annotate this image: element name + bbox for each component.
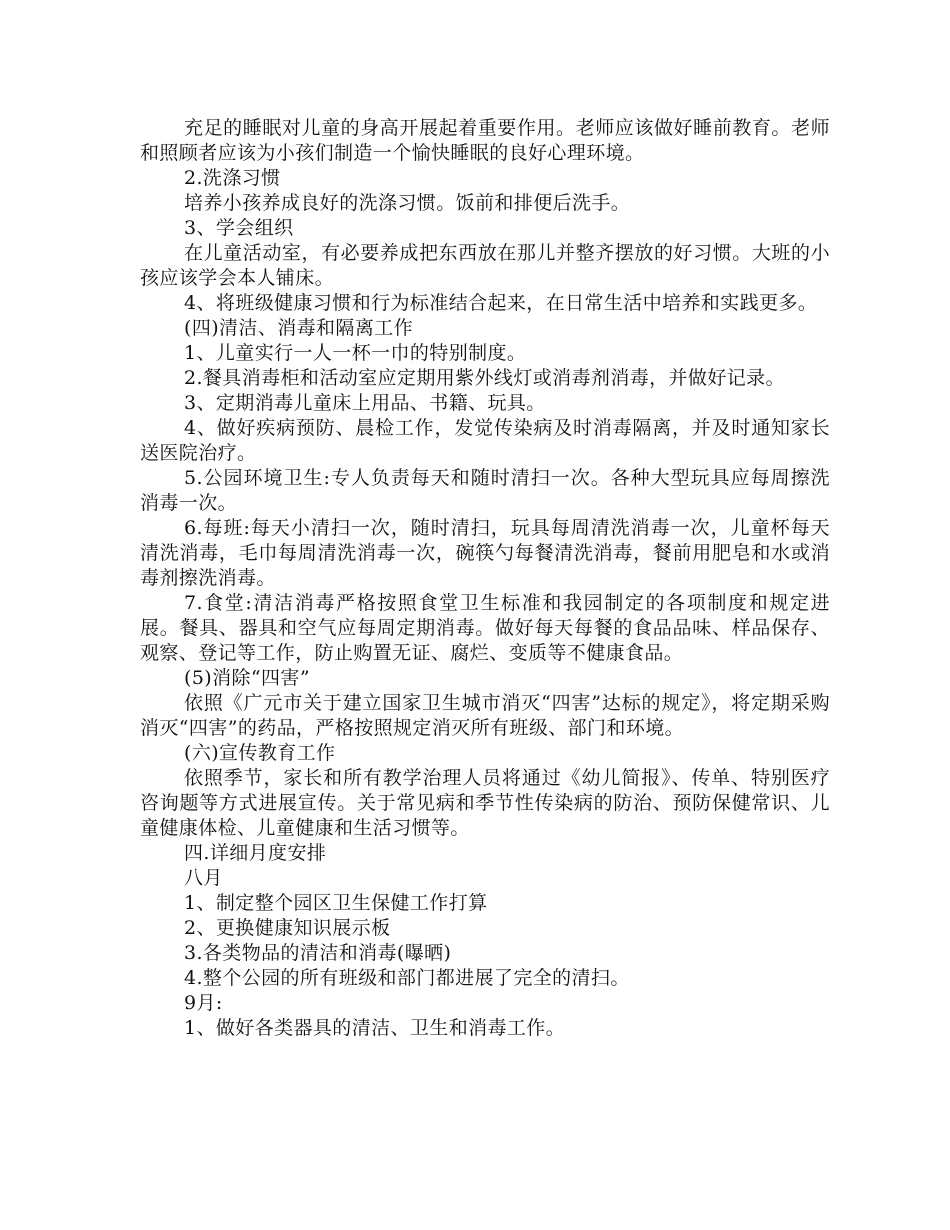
list-item: 1、做好各类器具的清洁、卫生和消毒工作。	[184, 1017, 566, 1039]
paragraph: 在儿童活动室，有必要养成把东西放在那儿并整齐摆放的好习惯。大班的小孩应该学会本人铺床。	[140, 242, 830, 289]
list-item: 1、儿童实行一人一杯一巾的特别制度。	[184, 342, 527, 364]
paragraph: 充足的睡眠对儿童的身高开展起着重要作用。老师应该做好睡前教育。老师和照顾者应该为小孩们制造一个愉快睡眠的良好心理环境。	[140, 117, 830, 164]
section-heading: 2.洗涤习惯	[184, 167, 281, 189]
section-heading: (四)清洁、消毒和隔离工作	[184, 317, 414, 339]
list-item: 4、做好疾病预防、晨检工作，发觉传染病及时消毒隔离，并及时通知家长送医院治疗。	[140, 417, 830, 464]
list-item: 2.餐具消毒柜和活动室应定期用紫外线灯或消毒剂消毒，并做好记录。	[184, 367, 785, 389]
list-item: 6.每班:每天小清扫一次，随时清扫，玩具每周清洗消毒一次，儿童杯每天清洗消毒，毛巾每周清洗消毒一次，碗筷勺每餐清洗消毒，餐前用肥皂和水或消毒剂擦洗消毒。	[140, 517, 830, 589]
document-body	[140, 116, 830, 1041]
paragraph: 4、将班级健康习惯和行为标准结合起来，在日常生活中培养和实践更多。	[184, 292, 818, 314]
list-item: 3.各类物品的清洁和消毒(曝晒)	[184, 942, 452, 964]
paragraph: 依照《广元市关于建立国家卫生城市消灭“四害”达标的规定》，将定期采购消灭“四害”的药品，严格按照规定消灭所有班级、部门和环境。	[140, 692, 830, 739]
list-item: 1、制定整个园区卫生保健工作打算	[184, 892, 488, 914]
list-item: 5.公园环境卫生:专人负责每天和随时清扫一次。各种大型玩具应每周擦洗消毒一次。	[140, 467, 830, 514]
paragraph: 培养小孩养成良好的洗涤习惯。饭前和排便后洗手。	[184, 192, 631, 214]
list-item: 4.整个公园的所有班级和部门都进展了完全的清扫。	[184, 967, 630, 989]
list-item: 7.食堂:清洁消毒严格按照食堂卫生标准和我园制定的各项制度和规定进展。餐具、器具和空气应每周定期消毒。做好每天每餐的食品品味、样品保存、观察、登记等工作，防止购置无证、腐烂、变质等不健康食品。	[140, 592, 830, 664]
section-heading: (六)宣传教育工作	[184, 742, 336, 764]
section-heading: (5)消除“四害”	[184, 667, 310, 689]
section-heading: 3、学会组织	[184, 217, 294, 239]
list-item: 3、定期消毒儿童床上用品、书籍、玩具。	[184, 392, 546, 414]
list-item: 2、更换健康知识展示板	[184, 917, 391, 939]
paragraph: 依照季节，家长和所有教学治理人员将通过《幼儿简报》、传单、特别医疗咨询题等方式进展宣传。关于常见病和季节性传染病的防治、预防保健常识、儿童健康体检、儿童健康和生活习惯等。	[140, 767, 830, 839]
section-heading: 四.详细月度安排	[184, 842, 327, 864]
month-heading: 八月	[184, 867, 223, 889]
month-heading: 9月:	[184, 992, 223, 1014]
